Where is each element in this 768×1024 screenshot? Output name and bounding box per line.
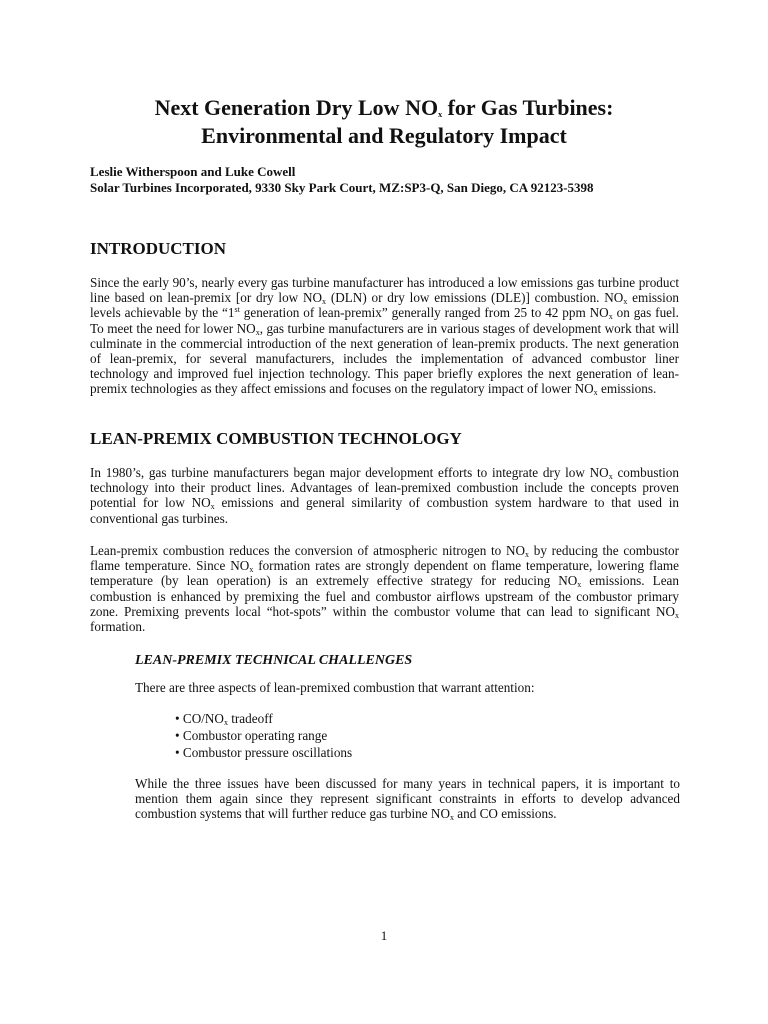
author-affiliation: Solar Turbines Incorporated, 9330 Sky Park Court, MZ:SP3-Q, San Diego, CA 92123-5398	[90, 180, 594, 195]
bullet-item: • $CO/NO_x$ tradeoff	[175, 711, 273, 727]
lean-premix-paragraph-1: In 1980’s, gas turbine manufacturers began major development efforts to integrate dry low $NO_x$ combustion technology into their product lines. Advantages of lean-premixed combustion include the concepts proven potential for low $NO_x$ emissions and general similarity of combustion system hardware to that used in conventional gas turbines.	[90, 465, 679, 526]
introduction-paragraph: Since the early 90’s, nearly every gas turbine manufacturer has introduced a low emissions gas turbine product line based on lean-premix [or dry low $NO_x$ (DLN) or dry low emissions (DLE)] combustion. $NO_x$ emission levels achievable by the “1st generation of lean-premix” generally ranged from 25 to 42 ppm $NO_x$ on gas fuel. To meet the need for lower $NO_x$, gas turbine manufacturers are in various stages of development work that will culminate in the commercial introduction of the next generation of lean-premix products. The next generation of lean-premix, for several manufacturers, includes the implementation of advanced combustor liner technology and improved fuel injection technology. This paper briefly explores the next generation of lean-premix technologies as they affect emissions and focuses on the regulatory impact of lower $NO_x$ emissions.	[90, 275, 680, 398]
author-block	[90, 164, 730, 196]
challenges-paragraph: While the three issues have been discussed for many years in technical papers, it is important to mention them again since they represent significant constraints in efforts to develop advanced combustion systems that will further reduce gas turbine $NO_x$ and CO emissions.	[135, 776, 680, 823]
challenges-intro: There are three aspects of lean-premixed combustion that warrant attention:	[135, 680, 535, 695]
page-number: 1	[380, 928, 388, 943]
title-line-1: Next Generation Dry Low $NO_x$ for Gas Turbines:	[154, 95, 614, 120]
title-line-2: Environmental and Regulatory Impact	[201, 123, 567, 148]
page-title	[60, 94, 708, 150]
subsection-heading-challenges: LEAN-PREMIX TECHNICAL CHALLENGES	[135, 653, 413, 668]
bullet-item: • Combustor pressure oscillations	[175, 745, 353, 760]
section-heading-lean-premix: LEAN-PREMIX COMBUSTION TECHNOLOGY	[90, 429, 462, 448]
challenges-bullet-list	[175, 710, 352, 761]
section-heading-introduction: INTRODUCTION	[90, 239, 227, 258]
bullet-item: • Combustor operating range	[175, 728, 328, 743]
author-names: Leslie Witherspoon and Luke Cowell	[90, 164, 296, 179]
lean-premix-paragraph-2: Lean-premix combustion reduces the conversion of atmospheric nitrogen to $NO_x$ by reducing the combustor flame temperature. Since $NO_x$ formation rates are strongly dependent on flame temperature, lowering flame temperature (by lean operation) is an extremely effective strategy for reducing $NO_x$ emissions. Lean combustion is enhanced by premixing the fuel and combustor airflows upstream of the combustor primary zone. Premixing prevents local “hot-spots” within the combustor volume that can lead to significant $NO_x$ formation.	[90, 543, 680, 635]
